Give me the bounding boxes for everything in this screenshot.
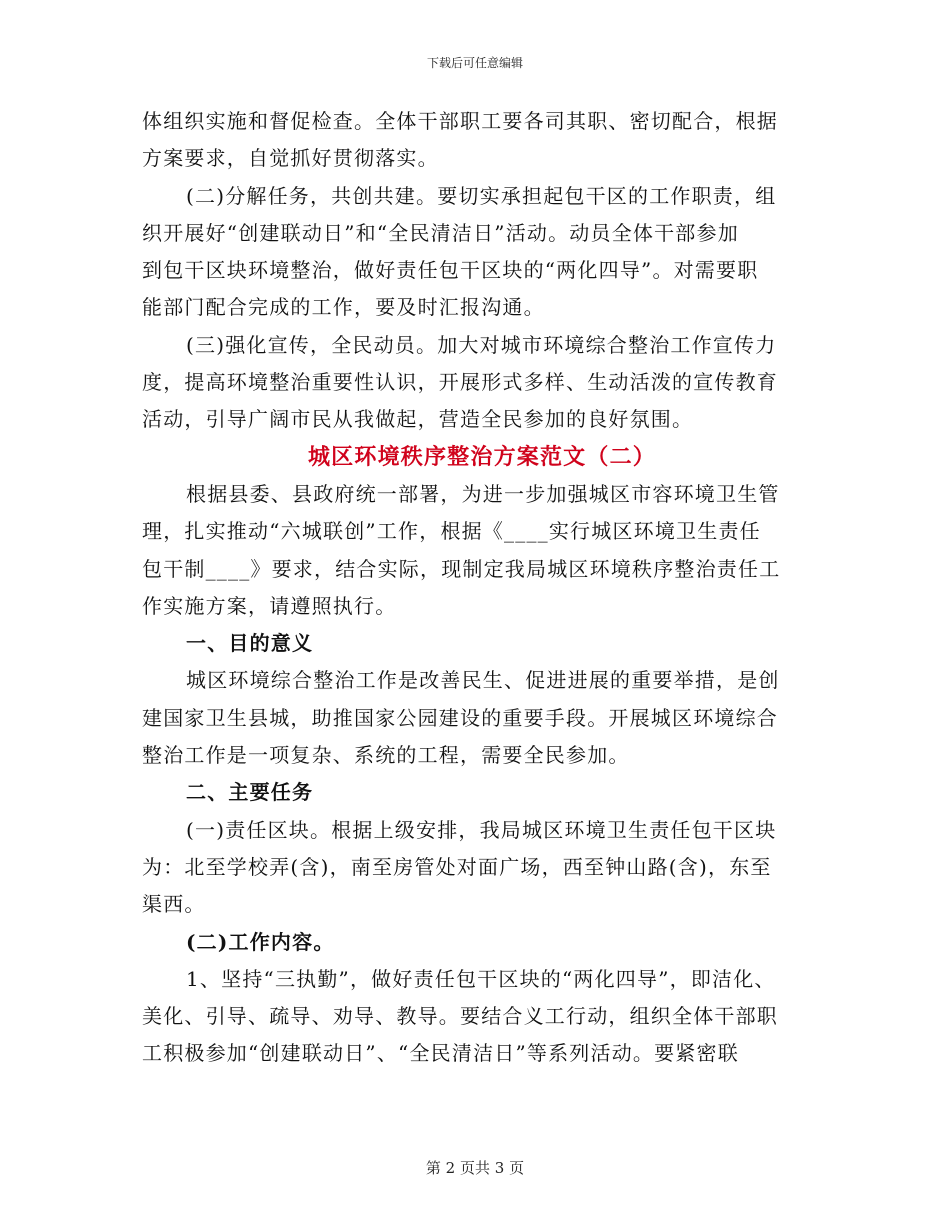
paragraph-line: 理，扎实推动“六城联创”工作，根据《____实行城区环境卫生责任 — [142, 519, 761, 544]
paragraph-line: (一)责任区块。根据上级安排，我局城区环境卫生责任包干区块 — [186, 817, 777, 842]
paragraph-line: (三)强化宣传，全民动员。加大对城市环境综合整治工作宣传力 — [186, 332, 777, 357]
paragraph-line: 体组织实施和督促检查。全体干部职工要各司其职、密切配合，根据 — [142, 109, 778, 133]
paragraph-line: 方案要求，自觉抓好贯彻落实。 — [142, 146, 439, 171]
section-heading: 一、目的意义 — [186, 631, 314, 656]
subsection-heading: (二)工作内容。 — [186, 929, 335, 954]
paragraph-line: 作实施方案，请遵照执行。 — [142, 593, 397, 618]
paragraph-line: (二)分解任务，共创共建。要切实承担起包干区的工作职责，组 — [186, 183, 777, 208]
paragraph-line: 整治工作是一项复杂、系统的工程，需要全民参加。 — [142, 743, 630, 768]
paragraph-line: 1、坚持“三执勤”，做好责任包干区块的“两化四导”，即洁化、 — [186, 966, 776, 991]
paragraph-line: 建国家卫生县城，助推国家公园建设的重要手段。开展城区环境综合 — [142, 705, 778, 730]
paragraph-line: 美化、引导、疏导、劝导、教导。要结合义工行动，组织全体干部职 — [142, 1004, 778, 1029]
paragraph-line: 活动，引导广阔市民从我做起，营造全民参加的良好氛围。 — [142, 407, 694, 432]
paragraph-line: 工积极参加“创建联动日”、“全民清洁日”等系列活动。要紧密联 — [142, 1041, 739, 1066]
paragraph-line: 能部门配合完成的工作，要及时汇报沟通。 — [142, 295, 545, 320]
paragraph-line: 城区环境综合整治工作是改善民生、促进进展的重要举措，是创 — [186, 668, 780, 693]
page-footer: 第 2 页共 3 页 — [425, 1159, 525, 1177]
section-heading: 二、主要任务 — [186, 780, 314, 805]
paragraph-line: 渠西。 — [142, 892, 206, 917]
paragraph-line: 织开展好“创建联动日”和“全民清洁日”活动。动员全体干部参加 — [142, 220, 739, 245]
paragraph-line: 根据县委、县政府统一部署，为进一步加强城区市容环境卫生管 — [186, 481, 780, 506]
paragraph-line: 度，提高环境整治重要性认识，开展形式多样、生动活泼的宣传教育 — [142, 370, 778, 395]
paragraph-line: 为：北至学校弄(含)，南至房管处对面广场，西至钟山路(含)，东至 — [142, 854, 772, 879]
section-title: 城区环境秩序整治方案范文（二） — [307, 443, 656, 470]
page-header-note: 下载后可任意编辑 — [426, 56, 523, 70]
paragraph-line: 到包干区块环境整治，做好责任包干区块的“两化四导”。对需要职 — [142, 258, 759, 283]
paragraph-line: 包干制____》要求，结合实际，现制定我局城区环境秩序整治责任工 — [142, 556, 781, 581]
document-body — [142, 103, 832, 1073]
